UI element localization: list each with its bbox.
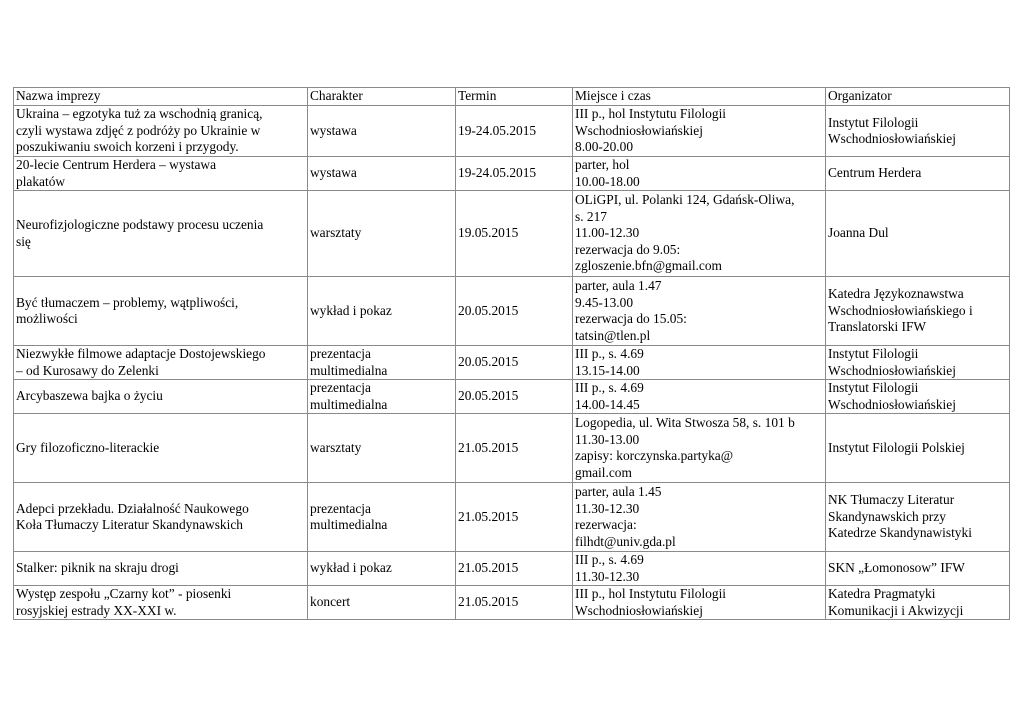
- cell-event-name-line: 20-lecie Centrum Herdera – wystawa: [16, 157, 217, 172]
- cell-type-line: prezentacja: [310, 500, 371, 516]
- cell-place-time: [573, 380, 826, 414]
- cell-place-time: [573, 552, 826, 586]
- cell-event-name: [14, 552, 308, 586]
- cell-place-time-line: 8.00-20.00: [575, 139, 634, 155]
- table-row: [14, 346, 1010, 380]
- cell-organizer: [826, 380, 1010, 414]
- cell-organizer-line: Skandynawskich przy: [828, 508, 946, 524]
- cell-place-time: [573, 277, 826, 346]
- table-row: [14, 191, 1010, 277]
- cell-date: [456, 414, 573, 483]
- cell-type-line: prezentacja: [310, 380, 371, 395]
- cell-event-name-line: Koła Tłumaczy Literatur Skandynawskich: [16, 517, 243, 532]
- cell-date: [456, 483, 573, 552]
- cell-event-name-line: Stalker: piknik na skraju drogi: [16, 560, 179, 576]
- cell-organizer-line: Translatorski IFW: [828, 319, 927, 335]
- cell-place-time: [573, 106, 826, 157]
- cell-place-time-line: zapisy: korczynska.partyka@: [575, 448, 734, 463]
- cell-place-time: [573, 414, 826, 483]
- cell-date-line: 21.05.2015: [458, 508, 519, 524]
- cell-date: [456, 346, 573, 380]
- cell-date-line: 21.05.2015: [458, 594, 519, 610]
- cell-place-time-line: III p., hol Instytutu Filologii: [575, 586, 727, 601]
- cell-place-time-line: rezerwacja:: [575, 517, 637, 532]
- cell-place-time-line: parter, aula 1.45: [575, 484, 662, 499]
- cell-event-name: [14, 346, 308, 380]
- cell-type: [308, 586, 456, 620]
- cell-type-line: multimedialna: [310, 396, 388, 412]
- cell-event-name: [14, 106, 308, 157]
- cell-organizer: [826, 346, 1010, 380]
- cell-event-name: [14, 277, 308, 346]
- cell-event-name-line: Być tłumaczem – problemy, wątpliwości,: [16, 294, 239, 310]
- cell-place-time-line: zgloszenie.bfn@gmail.com: [575, 258, 722, 274]
- cell-type: [308, 380, 456, 414]
- cell-event-name: [14, 483, 308, 552]
- cell-event-name-line: Występ zespołu „Czarny kot” - piosenki: [16, 586, 232, 601]
- cell-place-time-line: filhdt@univ.gda.pl: [575, 533, 676, 549]
- cell-organizer-line: Wschodniosłowiańskiej: [828, 396, 956, 412]
- cell-organizer-line: Instytut Filologii: [828, 346, 919, 361]
- table-row: [14, 277, 1010, 346]
- cell-date: [456, 586, 573, 620]
- cell-place-time-line: Wschodniosłowiańskiej: [575, 602, 703, 618]
- cell-place-time-line: 14.00-14.45: [575, 396, 640, 412]
- cell-place-time-line: 11.30-13.00: [575, 431, 640, 447]
- cell-organizer-line: Centrum Herdera: [828, 165, 922, 181]
- cell-date-line: 19-24.05.2015: [458, 122, 537, 138]
- table-row: [14, 414, 1010, 483]
- cell-event-name-line: możliwości: [16, 311, 78, 326]
- cell-event-name-line: się: [16, 233, 31, 249]
- table-body: [14, 106, 1010, 620]
- cell-place-time-line: parter, aula 1.47: [575, 278, 662, 293]
- cell-event-name-line: rosyjskiej estrady XX-XXI w.: [16, 602, 177, 618]
- table-row: [14, 483, 1010, 552]
- cell-event-name-line: Gry filozoficzno-literackie: [16, 439, 160, 455]
- cell-organizer-line: Katedrze Skandynawistyki: [828, 525, 972, 541]
- cell-place-time-line: rezerwacja do 15.05:: [575, 311, 687, 326]
- cell-date-line: 19.05.2015: [458, 225, 519, 241]
- header-date: Termin: [456, 88, 573, 106]
- cell-place-time-line: s. 217: [575, 208, 607, 224]
- cell-event-name: [14, 380, 308, 414]
- cell-place-time-line: rezerwacja do 9.05:: [575, 241, 681, 257]
- cell-place-time-line: III p., s. 4.69: [575, 346, 644, 361]
- cell-organizer: [826, 586, 1010, 620]
- cell-organizer-line: SKN „Łomonosow” IFW: [828, 560, 965, 576]
- cell-organizer-line: Instytut Filologii: [828, 380, 919, 395]
- cell-place-time: [573, 586, 826, 620]
- cell-place-time-line: Logopedia, ul. Wita Stwosza 58, s. 101 b: [575, 415, 795, 430]
- cell-place-time: [573, 157, 826, 191]
- cell-place-time-line: tatsin@tlen.pl: [575, 327, 651, 343]
- cell-type: [308, 414, 456, 483]
- cell-event-name: [14, 586, 308, 620]
- cell-place-time: [573, 191, 826, 277]
- cell-place-time-line: 11.30-12.30: [575, 568, 640, 584]
- cell-event-name-line: – od Kurosawy do Zelenki: [16, 362, 159, 378]
- cell-date: [456, 157, 573, 191]
- cell-place-time-line: 10.00-18.00: [575, 173, 640, 189]
- cell-event-name: [14, 157, 308, 191]
- cell-date-line: 19-24.05.2015: [458, 165, 537, 181]
- cell-place-time-line: gmail.com: [575, 464, 632, 480]
- cell-organizer: [826, 157, 1010, 191]
- cell-place-time: [573, 483, 826, 552]
- cell-type: [308, 346, 456, 380]
- table-row: [14, 380, 1010, 414]
- cell-organizer: [826, 483, 1010, 552]
- cell-type-line: multimedialna: [310, 517, 388, 532]
- cell-organizer-line: Instytut Filologii: [828, 114, 919, 130]
- cell-date-line: 21.05.2015: [458, 439, 519, 455]
- cell-place-time-line: Wschodniosłowiańskiej: [575, 122, 703, 138]
- cell-date-line: 20.05.2015: [458, 302, 519, 318]
- cell-date: [456, 191, 573, 277]
- cell-place-time-line: III p., hol Instytutu Filologii: [575, 106, 727, 122]
- cell-type-line: warsztaty: [310, 439, 362, 455]
- header-organizer: Organizator: [826, 88, 1010, 106]
- cell-event-name: [14, 191, 308, 277]
- cell-event-name-line: Adepci przekładu. Działalność Naukowego: [16, 500, 249, 516]
- cell-type-line: wykład i pokaz: [310, 302, 392, 318]
- cell-date: [456, 380, 573, 414]
- cell-type-line: warsztaty: [310, 225, 362, 241]
- cell-date: [456, 277, 573, 346]
- header-place: Miejsce i czas: [573, 88, 826, 106]
- cell-date-line: 21.05.2015: [458, 560, 519, 576]
- cell-type: [308, 552, 456, 586]
- cell-organizer-line: Wschodniosłowiańskiej: [828, 131, 956, 146]
- table-row: [14, 586, 1010, 620]
- cell-type: [308, 106, 456, 157]
- cell-event-name-line: plakatów: [16, 173, 66, 189]
- cell-place-time-line: 9.45-13.00: [575, 294, 634, 310]
- cell-organizer: [826, 414, 1010, 483]
- cell-place-time-line: parter, hol: [575, 157, 630, 172]
- cell-place-time-line: 11.00-12.30: [575, 225, 640, 241]
- cell-type-line: prezentacja: [310, 346, 371, 361]
- table-row: [14, 106, 1010, 157]
- cell-date: [456, 106, 573, 157]
- cell-organizer-line: Joanna Dul: [828, 225, 889, 241]
- cell-organizer-line: Katedra Językoznawstwa: [828, 286, 964, 302]
- cell-organizer: [826, 106, 1010, 157]
- cell-organizer-line: NK Tłumaczy Literatur: [828, 492, 955, 508]
- header-row: [14, 88, 1010, 106]
- cell-type: [308, 483, 456, 552]
- cell-organizer: [826, 552, 1010, 586]
- header-type: Charakter: [308, 88, 456, 106]
- cell-event-name-line: Niezwykłe filmowe adaptacje Dostojewskiego: [16, 346, 266, 361]
- cell-organizer-line: Wschodniosłowiańskiego i: [828, 302, 973, 318]
- events-table: [13, 87, 1010, 620]
- cell-type-line: wystawa: [310, 122, 357, 138]
- cell-type-line: multimedialna: [310, 362, 388, 378]
- cell-type-line: koncert: [310, 594, 351, 610]
- cell-type-line: wystawa: [310, 165, 357, 181]
- cell-place-time-line: 13.15-14.00: [575, 362, 640, 378]
- cell-date: [456, 552, 573, 586]
- cell-organizer-line: Instytut Filologii Polskiej: [828, 439, 965, 455]
- cell-organizer: [826, 191, 1010, 277]
- cell-type: [308, 157, 456, 191]
- table-row: [14, 157, 1010, 191]
- cell-event-name-line: Arcybaszewa bajka o życiu: [16, 388, 163, 404]
- cell-date-line: 20.05.2015: [458, 354, 519, 370]
- cell-organizer-line: Wschodniosłowiańskiej: [828, 362, 956, 378]
- cell-event-name: [14, 414, 308, 483]
- cell-organizer-line: Komunikacji i Akwizycji: [828, 602, 964, 618]
- cell-type-line: wykład i pokaz: [310, 560, 392, 576]
- cell-place-time-line: OLiGPI, ul. Polanki 124, Gdańsk-Oliwa,: [575, 192, 795, 208]
- cell-event-name-line: poszukiwaniu swoich korzeni i przygody.: [16, 139, 239, 155]
- header-name: Nazwa imprezy: [14, 88, 308, 106]
- cell-place-time-line: III p., s. 4.69: [575, 380, 644, 395]
- cell-date-line: 20.05.2015: [458, 388, 519, 404]
- cell-event-name-line: Ukraina – egzotyka tuż za wschodnią granicą,: [16, 106, 263, 122]
- cell-organizer: [826, 277, 1010, 346]
- cell-event-name-line: czyli wystawa zdjęć z podróży po Ukrainie w: [16, 122, 261, 138]
- cell-place-time: [573, 346, 826, 380]
- cell-event-name-line: Neurofizjologiczne podstawy procesu uczenia: [16, 217, 264, 232]
- cell-organizer-line: Katedra Pragmatyki: [828, 586, 936, 601]
- cell-place-time-line: III p., s. 4.69: [575, 552, 644, 567]
- cell-type: [308, 277, 456, 346]
- cell-place-time-line: 11.30-12.30: [575, 500, 640, 516]
- cell-type: [308, 191, 456, 277]
- table-row: [14, 552, 1010, 586]
